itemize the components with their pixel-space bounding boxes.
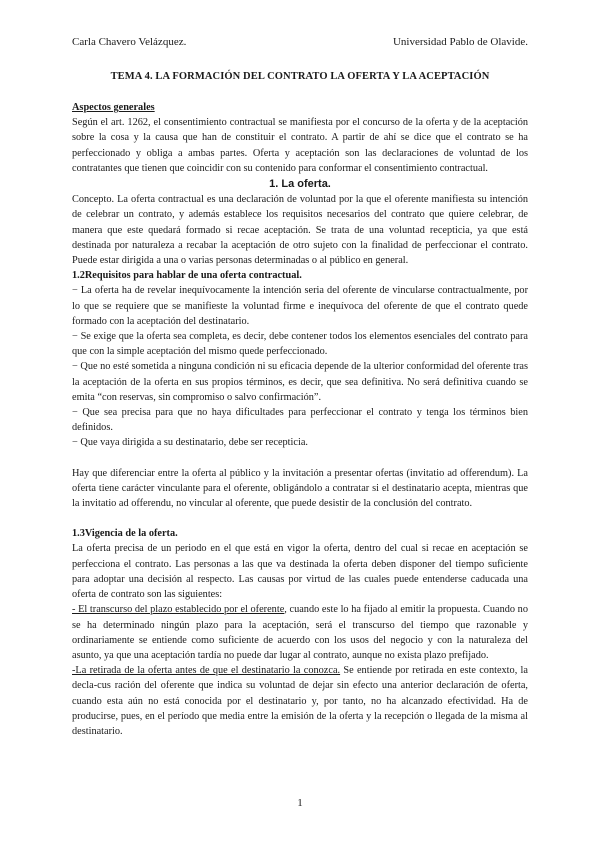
- paragraph-invitatio: Hay que diferenciar entre la oferta al público y la invitación a presentar ofertas (invitatio ad offerendum). La oferta tiene carácter vinculante para el oferente, obligándolo a contratar si el destinatario acepta, mientras que la invitatio ad offerendu, no vincular al oferente, que puede desistir de la conclusión del contrato.: [72, 467, 528, 510]
- paragraph-vigencia-intro: La oferta precisa de un periodo en el que está en vigor la oferta, dentro del cual si recae en aceptación se perfecciona el contrato. Las personas a las que va destinada la oferta deben disponer del tiempo suficiente para adoptar una decisión al respecto. Las causas por virtud de las cuales puede entenderse caducada una oferta de contrato son las siguientes:: [72, 543, 528, 601]
- document-body: [72, 100, 528, 739]
- list-item-requisito: − Se exige que la oferta sea completa, es decir, debe contener todos los elementos esenciales del contrato para que con la simple aceptación del mismo quede perfeccionado.: [72, 331, 528, 358]
- paragraph-aspectos: Según el art. 1262, el consentimiento contractual se manifiesta por el concurso de la oferta y de la aceptación sobre la cosa y la causa que han de constituir el contrato. A partir de ahí se dice que el contrato se ha perfeccionado y obliga a ambas partes. Oferta y aceptación son las declaraciones de voluntad de los contratantes que tienen que coincidir con su contenido para conformar el consentimiento contractual.: [72, 117, 528, 174]
- section-heading-aspectos: Aspectos generales: [72, 102, 155, 113]
- header-university: Universidad Pablo de Olavide.: [392, 36, 528, 48]
- retirada-text: Se entiende por retirada en este contexto, la decla-cus ración del oferente que indica su voluntad de dejar sin efecto una anterior declaración de oferta, cuando esta aún no está conocida por el destinatario y, por tanto, no ha alcanzado efectividad. Ha de producirse, pues, en el período que media entre la emisión de la oferta y la recepción o llegada de la misma al destinatario.: [72, 665, 528, 737]
- retirada-label: -La retirada de la oferta antes de que el destinatario la conozca.: [72, 665, 341, 677]
- section-heading-vigencia: 1.3Vigencia de la oferta.: [72, 528, 178, 540]
- list-item-requisito: − La oferta ha de revelar inequívocamente la intención seria del oferente de vincularse contractualmente, por lo que se requiere que se manifieste la voluntad firme e inequívoca del oferente de que el contrato quede formado con la aceptación del destinatario.: [72, 285, 528, 327]
- spacer: [72, 451, 528, 466]
- list-item-requisito: − Que no esté sometida a ninguna condición ni su eficacia depende de la ulterior conformidad del oferente tras la aceptación de la oferta en sus propios términos, es decir, que sea definitiva. No será definitiva cuando se emita “con reservas, sin compromiso o salvo confirmación”.: [72, 361, 528, 403]
- paragraph-retirada: [72, 663, 528, 739]
- section-heading-requisitos: 1.2Requisitos para hablar de una oferta contractual.: [72, 270, 302, 282]
- header-author: Carla Chavero Velázquez.: [72, 36, 187, 48]
- plazo-label: - El transcurso del plazo establecido por el oferente: [72, 604, 285, 616]
- document-title: TEMA 4. LA FORMACIÓN DEL CONTRATO LA OFERTA Y LA ACEPTACIÓN: [110, 71, 490, 82]
- plazo-text: , cuando este lo ha fijado al emitir la propuesta. Cuando no se ha determinado ningún plazo para la aceptación, será el transcurso del tiempo que razonable y ordinariamente se entiende como suficiente de acuerdo con los usos del negocio y con la naturaleza del asunto, ya que una aceptación tardía no puede dar lugar al contrato, aunque no exista plazo prefijado.: [72, 604, 528, 661]
- list-item-requisito: − Que vaya dirigida a su destinatario, debe ser recepticia.: [72, 437, 308, 449]
- paragraph-oferta: Concepto. La oferta contractual es una declaración de voluntad por la que el oferente manifiesta su intención de celebrar un contrato, y además establece los requisitos necesarios del contrato que quiere celebrar, de manera que este quedará formado si recae aceptación. Se trata de una voluntad recepticia, ya que está destinada por naturaleza a recabar la aceptación de otro sujeto con la finalidad de perfeccionar el contrato. Puede estar dirigida a una o varias personas determinadas o al público en general.: [72, 194, 528, 267]
- page-number: 1: [297, 797, 303, 809]
- list-item-requisito: − Que sea precisa para que no haya dificultades para perfeccionar el contrato y tenga los términos bien definidos.: [72, 407, 528, 434]
- section-heading-oferta: 1. La oferta.: [269, 178, 331, 191]
- paragraph-plazo: [72, 602, 528, 663]
- page-header: [72, 36, 528, 48]
- spacer: [72, 511, 528, 526]
